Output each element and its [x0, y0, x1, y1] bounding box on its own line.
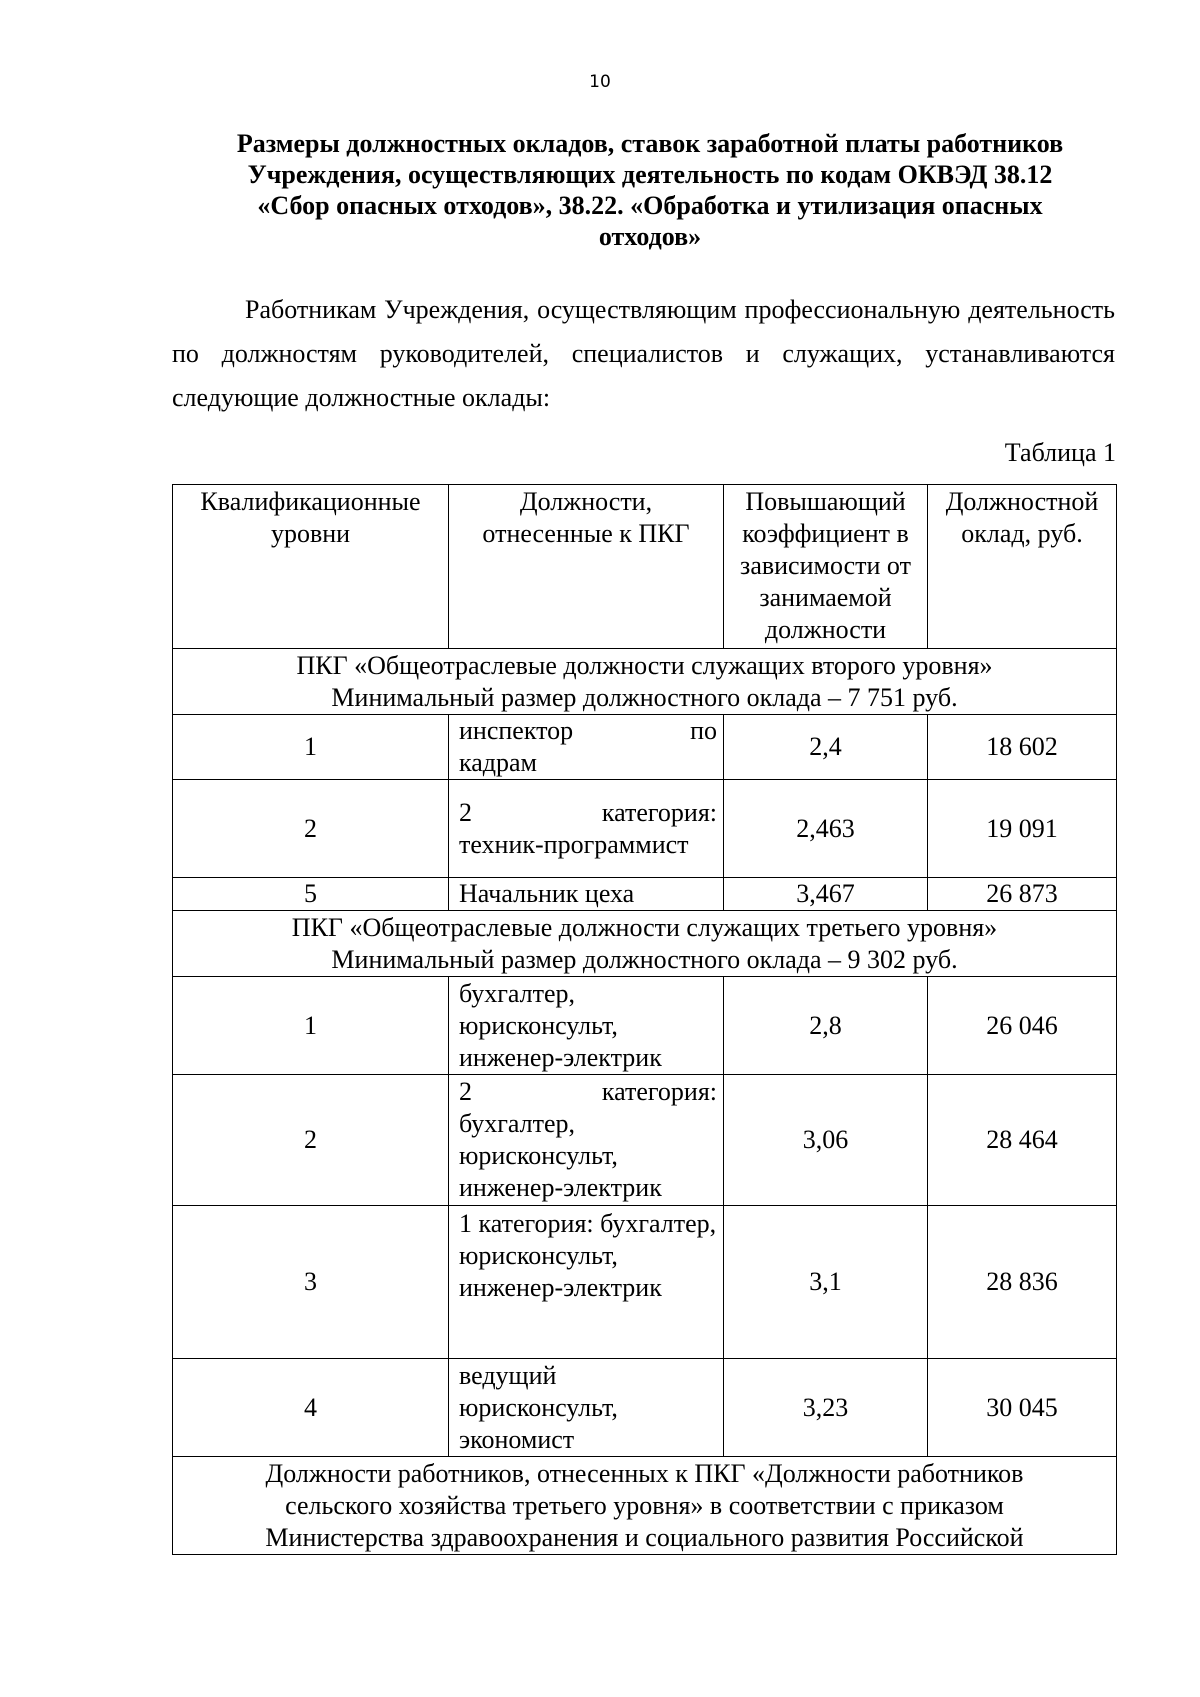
salary-table: [172, 484, 1117, 1555]
position-word: 2: [459, 1077, 472, 1106]
cell-salary: 26 046: [928, 977, 1117, 1075]
cell-position: ведущий юрисконсульт, экономист: [449, 1359, 724, 1457]
cell-salary: 30 045: [928, 1359, 1117, 1457]
cell-level: 4: [173, 1359, 449, 1457]
group-min-salary: Минимальный размер должностного оклада – 9 302 руб.: [331, 945, 958, 974]
page-number: 10: [589, 72, 611, 92]
cell-coefficient: 2,4: [724, 715, 928, 780]
cell-level: 2: [173, 780, 449, 878]
group-header-agriculture: Должности работников, отнесенных к ПКГ «Должности работников сельского хозяйства третьего уровня» в соответствии с приказом Министерства здравоохранения и социального развития Российской: [173, 1457, 1117, 1555]
title-line: Учреждения, осуществляющих деятельность по кодам ОКВЭД 38.12: [247, 160, 1053, 189]
cell-salary: 28 836: [928, 1206, 1117, 1359]
position-continuation: кадрам: [459, 748, 537, 777]
cell-position: [449, 715, 724, 780]
group-header-row: [173, 911, 1117, 977]
table-row: [173, 977, 1117, 1075]
table-row: [173, 1206, 1117, 1359]
cell-coefficient: 3,467: [724, 878, 928, 911]
header-positions: Должности, отнесенные к ПКГ: [449, 485, 724, 649]
title-line: Размеры должностных окладов, ставок заработной платы работников: [236, 129, 1064, 158]
position-word: по: [690, 716, 717, 745]
cell-coefficient: 3,1: [724, 1206, 928, 1359]
cell-coefficient: 3,23: [724, 1359, 928, 1457]
justified-line: [459, 797, 717, 829]
cell-level: 1: [173, 715, 449, 780]
position-word: категория:: [601, 1077, 717, 1106]
cell-position: Начальник цеха: [449, 878, 724, 911]
cell-salary: 26 873: [928, 878, 1117, 911]
group-header-pkg-third-level: [173, 911, 1117, 977]
intro-paragraph: Работникам Учреждения, осуществляющим профессиональную деятельность по должностям руководителей, специалистов и служащих, устанавливаются следующие должностные оклады:: [172, 295, 1115, 412]
position-word: 2: [459, 797, 472, 827]
header-salary: Должностной оклад, руб.: [928, 485, 1117, 649]
cell-position: бухгалтер, юрисконсульт, инженер-электрик: [449, 977, 724, 1075]
table-row: [173, 1075, 1117, 1206]
group-min-salary: Минимальный размер должностного оклада – 7 751 руб.: [331, 683, 958, 712]
group-title: ПКГ «Общеотраслевые должности служащих второго уровня»: [296, 651, 993, 680]
table-caption: Таблица 1: [1004, 438, 1116, 467]
position-continuation: бухгалтер, юрисконсульт, инженер-электрик: [459, 1109, 662, 1202]
header-qualification-level: Квалификационные уровни: [173, 485, 449, 649]
title-line: отходов»: [598, 222, 702, 251]
cell-level: 5: [173, 878, 449, 911]
cell-coefficient: 3,06: [724, 1075, 928, 1206]
document-title: [170, 128, 1130, 252]
table-row: [173, 878, 1117, 911]
group-header-row: [173, 649, 1117, 715]
table-header-row: [173, 485, 1117, 649]
cell-level: 3: [173, 1206, 449, 1359]
group-title: ПКГ «Общеотраслевые должности служащих третьего уровня»: [291, 913, 998, 942]
table-row: [173, 715, 1117, 780]
cell-salary: 28 464: [928, 1075, 1117, 1206]
position-word: категория:: [601, 797, 717, 827]
position-continuation: техник-программист: [459, 829, 689, 859]
group-header-pkg-second-level: [173, 649, 1117, 715]
justified-line: [459, 715, 717, 747]
cell-coefficient: 2,8: [724, 977, 928, 1075]
cell-salary: 19 091: [928, 780, 1117, 878]
cell-level: 1: [173, 977, 449, 1075]
title-line: «Сбор опасных отходов», 38.22. «Обработка и утилизация опасных: [257, 191, 1043, 220]
cell-salary: 18 602: [928, 715, 1117, 780]
header-coefficient: Повышающий коэффициент в зависимости от занимаемой должности: [724, 485, 928, 649]
justified-line: [459, 1076, 717, 1108]
group-header-row: [173, 1457, 1117, 1555]
cell-position: [449, 1075, 724, 1206]
table-row: [173, 780, 1117, 878]
cell-position: 1 категория: бухгалтер, юрисконсульт, инженер-электрик: [449, 1206, 724, 1359]
table-row: [173, 1359, 1117, 1457]
cell-position: [449, 780, 724, 878]
cell-coefficient: 2,463: [724, 780, 928, 878]
cell-level: 2: [173, 1075, 449, 1206]
position-word: инспектор: [459, 716, 574, 745]
